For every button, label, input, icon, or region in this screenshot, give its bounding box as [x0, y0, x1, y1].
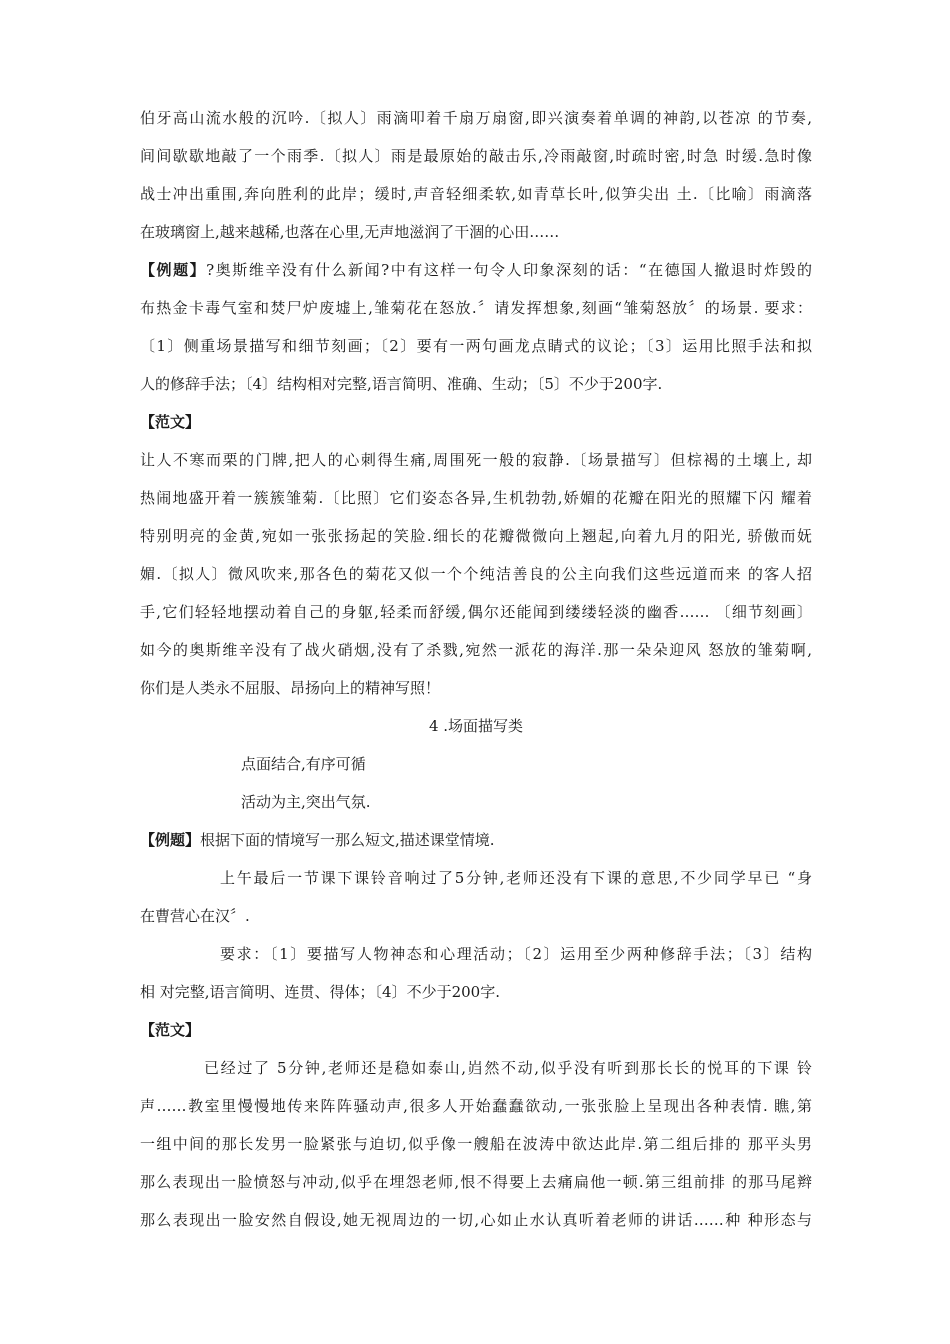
sample-line: 已经过了 5分钟,老师还是稳如泰山,岿然不动,似乎没有听到那长长的悦耳的下课 铃 [204, 1059, 812, 1077]
paragraph-line: 战士冲出重围,奔向胜利的此岸；缓时,声音轻细柔软,如青草长叶,似笋尖出 土.〔比喻〕雨滴落 [140, 185, 812, 203]
requirements-line: 要求：〔1〕要描写人物神态和心理活动；〔2〕运用至少两种修辞手法；〔3〕结构 [220, 945, 812, 963]
sample-line: 让人不寒而栗的门牌,把人的心刺得生痛,周围死一般的寂静.〔场景描写〕但棕褐的土壤上, 却 [140, 451, 812, 469]
example-text: ?奥斯维辛没有什么新闻?中有这样一句令人印象深刻的话：“在德国人撤退时炸毁的 [206, 261, 812, 279]
sample-line: 热闹地盛开着一簇簇雏菊.〔比照〕它们姿态各异,生机勃勃,娇媚的花瓣在阳光的照耀下闪 耀着 [140, 489, 812, 507]
paragraph-line: 伯牙高山流水般的沉吟.〔拟人〕雨滴叩着千扇万扇窗,即兴演奏着单调的神韵,以苍凉 的节奏, [140, 109, 812, 127]
section-title: 4 .场面描写类 [428, 717, 524, 735]
sample-line: 那么表现出一脸安然自假设,她无视周边的一切,心如止水认真听着老师的讲话……种 种形态与 [140, 1211, 812, 1229]
example-line [140, 260, 812, 280]
example-line: 人的修辞手法；〔4〕结构相对完整,语言简明、准确、生动；〔5〕不少于200字. [140, 375, 663, 393]
sample-heading: 【范文】 [140, 1021, 201, 1039]
paragraph-line: 在玻璃窗上,越来越稀,也落在心里,无声地滋润了干涸的心田…… [140, 223, 560, 241]
sample-line: 手,它们轻轻地摆动着自己的身躯,轻柔而舒缓,偶尔还能闻到缕缕轻淡的幽香…… 〔细节刻画〕 [140, 603, 812, 621]
requirements-line: 相 对完整,语言简明、连贯、得体；〔4〕不少于200字. [140, 983, 500, 1001]
scenario-line: 在曹营心在汉〞. [140, 907, 250, 925]
tip-line: 活动为主,突出气氛. [241, 793, 371, 811]
example-line: 〔1〕侧重场景描写和细节刻画；〔2〕要有一两句画龙点睛式的议论；〔3〕运用比照手法和拟 [140, 337, 812, 355]
sample-line: 声……教室里慢慢地传来阵阵骚动声,很多人开始蠢蠢欲动,一张张脸上呈现出各种表情. 瞧,第 [140, 1097, 812, 1115]
example-line [140, 830, 812, 850]
scenario-line: 上午最后一节课下课铃音响过了5分钟,老师还没有下课的意思,不少同学早已 “身 [220, 869, 812, 887]
sample-line: 一组中间的那长发男一脸紧张与迫切,似乎像一艘船在波涛中欲达此岸.第二组后排的 那平头男 [140, 1135, 812, 1153]
sample-line: 你们是人类永不屈服、昂扬向上的精神写照！ [140, 679, 441, 697]
sample-heading: 【范文】 [140, 413, 201, 431]
example-line: 布热金卡毒气室和焚尸炉废墟上,雏菊花在怒放.〞请发挥想象,刻画“雏菊怒放〞的场景. 要求： [140, 299, 812, 317]
sample-line: 特别明亮的金黄,宛如一张张扬起的笑脸.细长的花瓣微微向上翘起,向着九月的阳光, 骄傲而妩 [140, 527, 812, 545]
paragraph-line: 间间歇歇地敲了一个雨季.〔拟人〕雨是最原始的敲击乐,冷雨敲窗,时疏时密,时急 时缓.急时像 [140, 147, 812, 165]
sample-line: 那么表现出一脸愤怒与冲动,似乎在埋怨老师,恨不得要上去痛扁他一顿.第三组前排 的那马尾辫 [140, 1173, 812, 1191]
example-tag: 【例题】 [140, 831, 201, 849]
sample-line: 如今的奥斯维辛没有了战火硝烟,没有了杀戮,宛然一派花的海洋.那一朵朵迎风 怒放的雏菊啊, [140, 641, 812, 659]
example-text: 根据下面的情境写一那么短文,描述课堂情境. [200, 831, 495, 849]
tip-line: 点面结合,有序可循 [241, 755, 366, 773]
sample-line: 媚.〔拟人〕微风吹来,那各色的菊花又似一个个纯洁善良的公主向我们这些远道而来 的客人招 [140, 565, 812, 583]
example-tag: 【例题】 [140, 261, 207, 279]
